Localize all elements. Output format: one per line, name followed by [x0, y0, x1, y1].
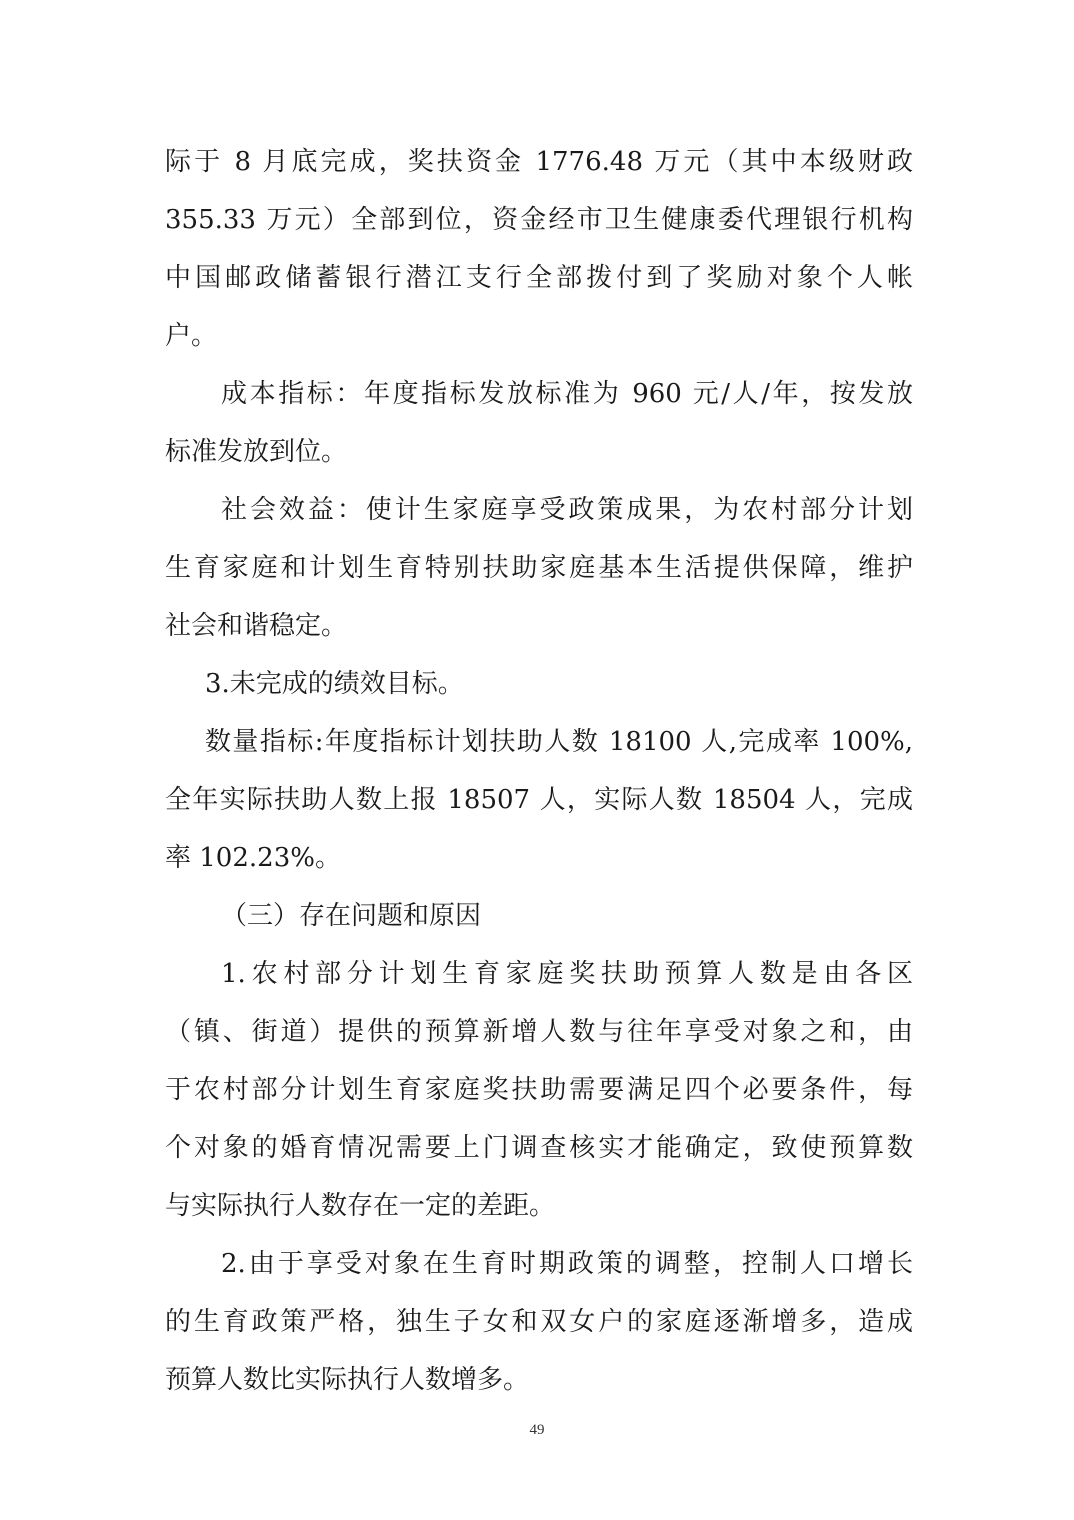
text-line: 1.农村部分计划生育家庭奖扶助预算人数是由各区	[221, 959, 913, 989]
text-line: 际于 8 月底完成，奖扶资金 1776.48 万元（其中本级财政	[165, 147, 913, 177]
text-line: 社会效益：使计生家庭享受政策成果，为农村部分计划	[221, 495, 913, 525]
text-line: 355.33 万元）全部到位，资金经市卫生健康委代理银行机构	[165, 205, 913, 235]
text-line: 预算人数比实际执行人数增多。	[165, 1365, 530, 1395]
text-line: 数量指标:年度指标计划扶助人数 18100 人,完成率 100%,	[205, 727, 913, 757]
page-number: 49	[529, 1422, 545, 1438]
section-heading: （三）存在问题和原因	[221, 901, 482, 931]
text-line: 与实际执行人数存在一定的差距。	[165, 1191, 556, 1221]
text-line: 社会和谐稳定。	[165, 611, 348, 641]
text-line: 率 102.23%。	[165, 843, 341, 873]
text-line: 2.由于享受对象在生育时期政策的调整，控制人口增长	[221, 1249, 913, 1279]
text-line: 的生育政策严格，独生子女和双女户的家庭逐渐增多，造成	[165, 1307, 913, 1337]
text-line: 于农村部分计划生育家庭奖扶助需要满足四个必要条件，每	[165, 1075, 913, 1105]
text-line: 成本指标：年度指标发放标准为 960 元/人/年，按发放	[221, 379, 913, 409]
body-text	[165, 133, 913, 1409]
section-subheading: 3.未完成的绩效目标。	[205, 669, 464, 699]
text-line: 生育家庭和计划生育特别扶助家庭基本生活提供保障，维护	[165, 553, 913, 583]
text-line: （镇、街道）提供的预算新增人数与往年享受对象之和，由	[165, 1017, 913, 1047]
text-line: 标准发放到位。	[165, 437, 348, 467]
text-line: 中国邮政储蓄银行潜江支行全部拨付到了奖励对象个人帐	[165, 263, 913, 293]
text-line: 个对象的婚育情况需要上门调查核实才能确定，致使预算数	[165, 1133, 913, 1163]
text-line: 户。	[165, 321, 218, 351]
text-line: 全年实际扶助人数上报 18507 人，实际人数 18504 人，完成	[165, 785, 913, 815]
